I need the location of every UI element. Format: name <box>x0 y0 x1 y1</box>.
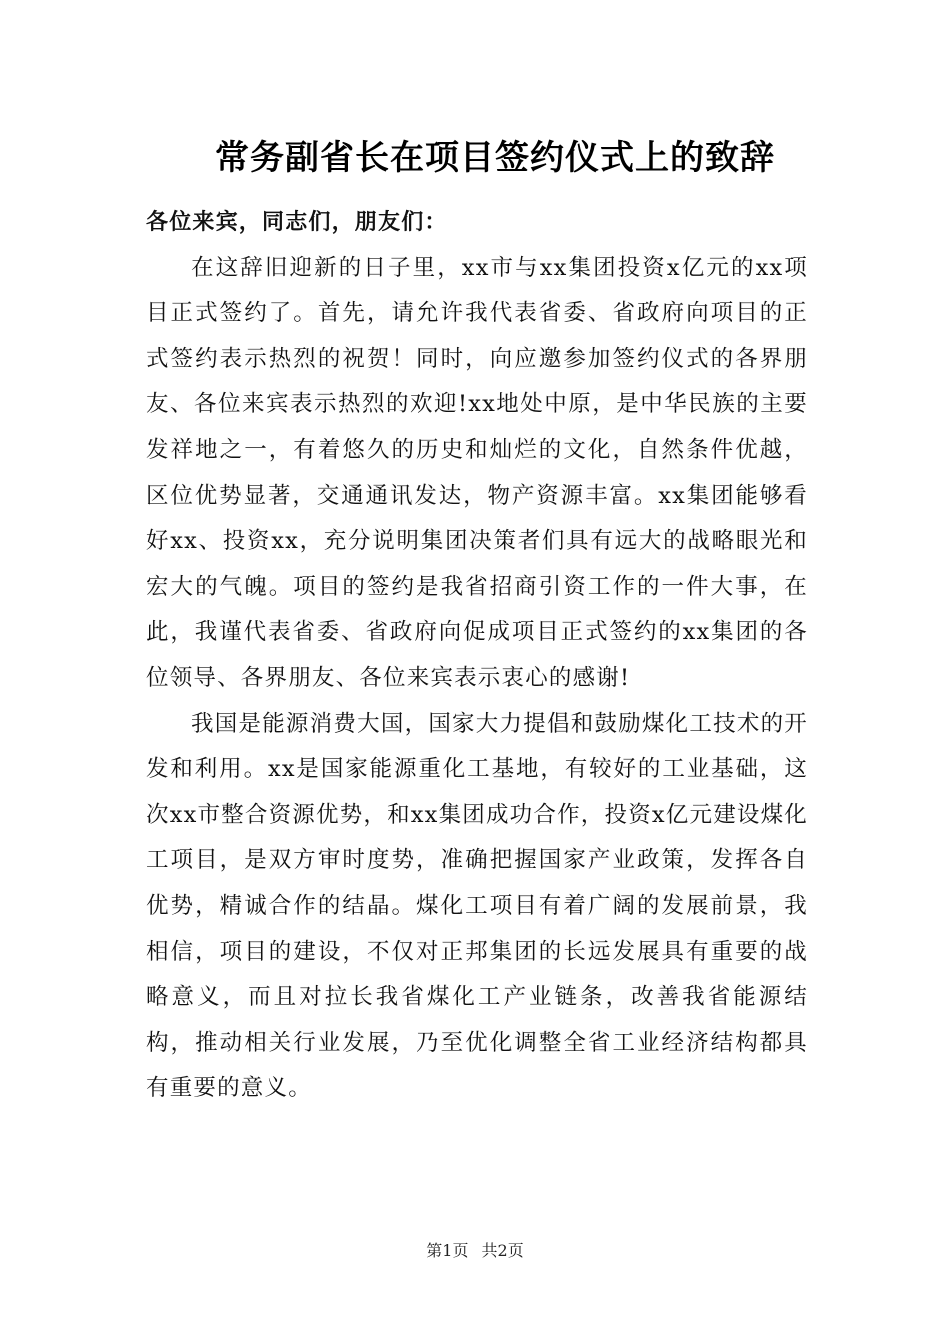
paragraph-2: 我国是能源消费大国，国家大力提倡和鼓励煤化工技术的开发和利用。xx是国家能源重化工基地，有较好的工业基础，这次xx市整合资源优势，和xx集团成功合作，投资x亿元建设煤化工项目，是双方审时度势，准确把握国家产业政策，发挥各自优势，精诚合作的结晶。煤化工项目有着广阔的发展前景，我相信，项目的建设，不仅对正邦集团的长远发展具有重要的战略意义，而且对拉长我省煤化工产业链条，改善我省能源结构，推动相关行业发展，乃至优化调整全省工业经济结构都具有重要的意义。 <box>146 710 808 1102</box>
page-footer <box>0 1238 950 1261</box>
paragraph-1: 在这辞旧迎新的日子里，xx市与xx集团投资x亿元的xx项目正式签约了。首先，请允许我代表省委、省政府向项目的正式签约表示热烈的祝贺！同时，向应邀参加签约仪式的各界朋友、各位来宾表示热烈的欢迎!xx地处中原，是中华民族的主要发祥地之一，有着悠久的历史和灿烂的文化，自然条件优越，区位优势显著，交通通讯发达，物产资源丰富。xx集团能够看好xx、投资xx，充分说明集团决策者们具有远大的战略眼光和宏大的气魄。项目的签约是我省招商引资工作的一件大事，在此，我谨代表省委、省政府向促成项目正式签约的xx集团的各位领导、各界朋友、各位来宾表示衷心的感谢! <box>146 254 808 691</box>
page-number: 第1页 <box>426 1241 469 1260</box>
salutation: 各位来宾，同志们，朋友们： <box>146 210 448 235</box>
page-total: 共2页 <box>481 1241 524 1260</box>
document-body <box>146 200 808 1112</box>
document-title: 常务副省长在项目签约仪式上的致辞 <box>215 138 775 178</box>
